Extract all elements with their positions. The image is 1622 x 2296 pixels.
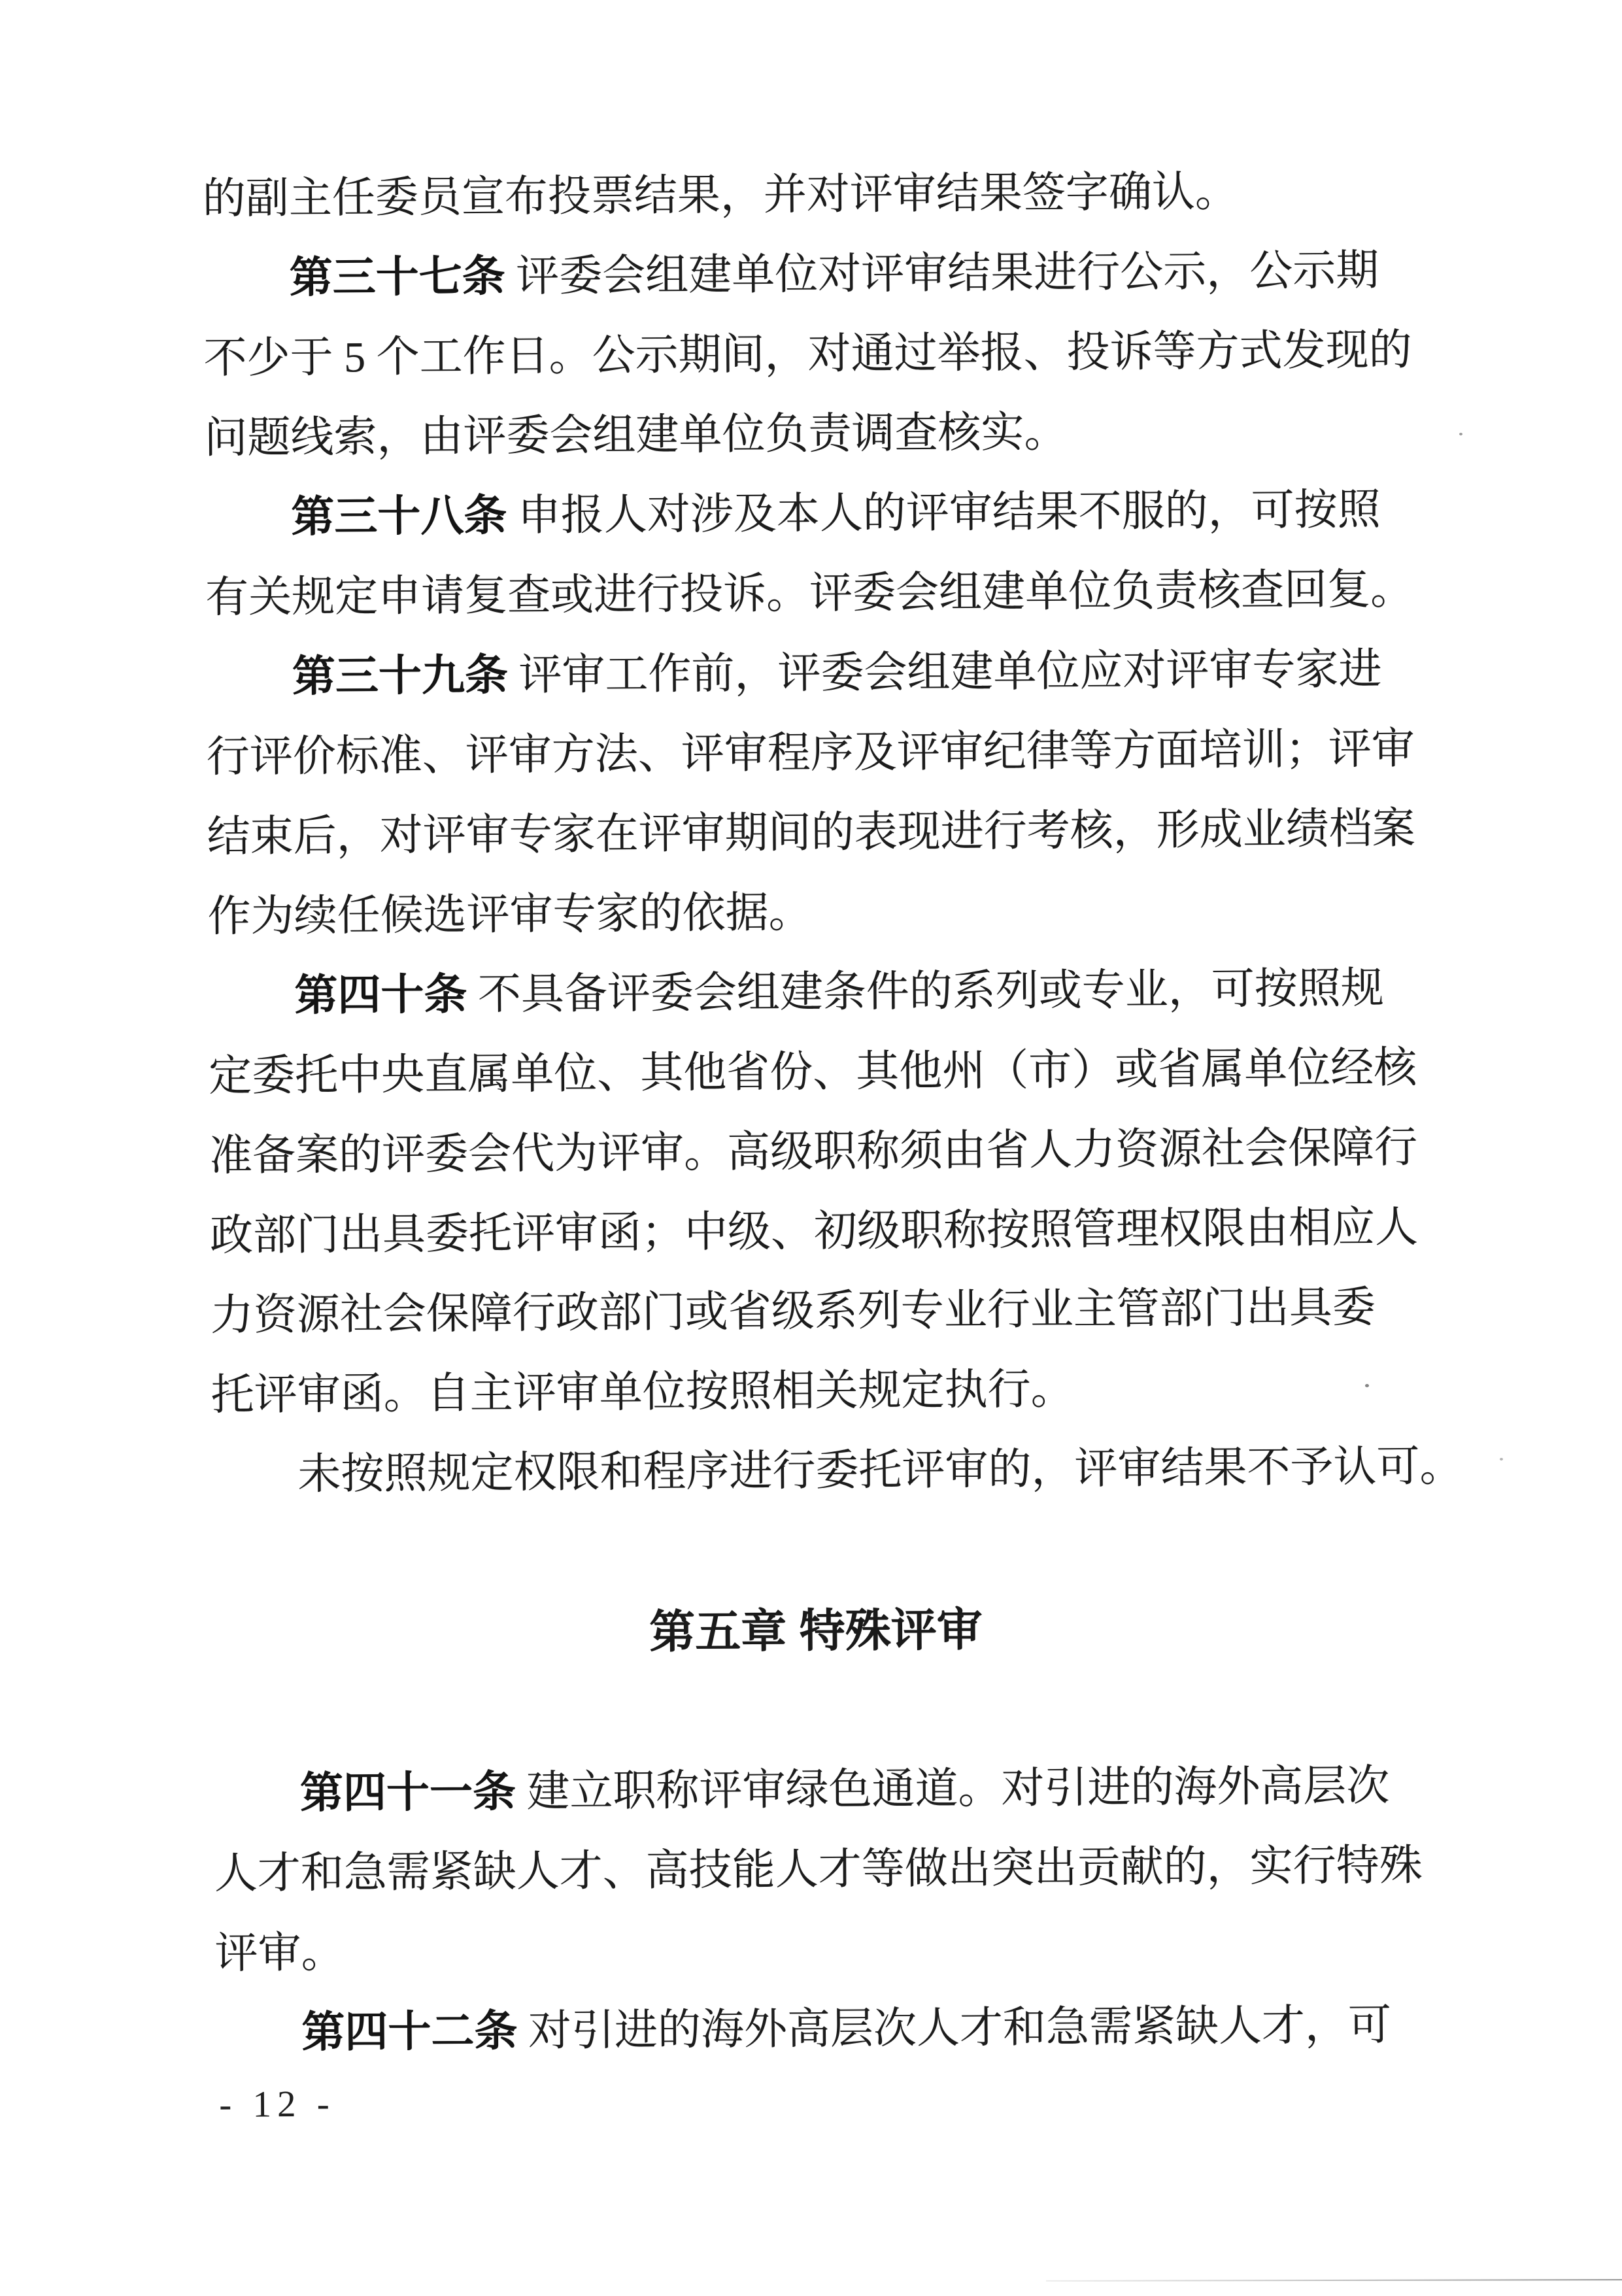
article-number: 第三十七条	[289, 251, 505, 302]
body-text: 未按照规定权限和程序进行委托评审的，评审结果不予认可。	[297, 1442, 1463, 1499]
body-line	[291, 483, 1381, 543]
article-number: 第三十八条	[291, 490, 507, 541]
body-text: 不具备评委会组建条件的系列或专业，可按照规	[467, 964, 1385, 1019]
body-text: 有关规定申请复查或进行投诉。评委会组建单位负责核查回复。	[205, 566, 1414, 622]
article-number: 第四十条	[294, 970, 467, 1020]
body-text: 托评审函。自主评审单位按照相关规定执行。	[211, 1365, 1074, 1419]
scan-speck	[1365, 1384, 1369, 1387]
body-text: 作为续任候选评审专家的依据。	[207, 888, 812, 941]
scan-speck	[1459, 433, 1462, 435]
body-text: 力资源社会保障行政部门或省级系列专业行业主管部门出具委	[210, 1283, 1376, 1340]
page-number: - 12 -	[219, 2083, 335, 2125]
body-line	[209, 1041, 1417, 1102]
body-text: 评委会组建单位对评审结果进行公示，公示期	[505, 246, 1379, 301]
body-line	[289, 244, 1379, 304]
body-line	[207, 722, 1415, 783]
body-line	[207, 886, 812, 943]
body-line	[207, 802, 1415, 863]
body-text: 准备案的评委会代为评审。高级职称须由省人力资源社会保障行	[209, 1124, 1418, 1180]
body-line	[214, 1927, 345, 1980]
article-number: 第三十九条	[292, 650, 509, 701]
body-line	[205, 563, 1414, 624]
body-text: 定委托中央直属单位、其他省份、其他州（市）或省属单位经核	[209, 1044, 1417, 1101]
body-line	[211, 1363, 1074, 1421]
body-text: 问题线索，由评委会组建单位负责调查核实。	[204, 408, 1068, 463]
body-text: 不少于 5 个工作日。公示期间，对通过举报、投诉等方式发现的	[203, 326, 1412, 383]
body-text: 行评价标准、评审方法、评审程序及评审纪律等方面培训；评审	[206, 725, 1415, 782]
body-text: 政部门出具委托评审函；中级、初级职称按照管理权限由相应人	[209, 1204, 1419, 1260]
body-line	[210, 1201, 1419, 1262]
body-text: 结束后，对评审专家在评审期间的表现进行考核，形成业绩档案	[207, 805, 1415, 862]
body-line	[301, 1999, 1391, 2059]
body-text: 的副主任委员宣布投票结果，并对评审结果签字确认。	[202, 167, 1239, 224]
article-number: 第四十二条	[301, 2006, 518, 2057]
body-line	[203, 324, 1412, 384]
body-line	[204, 406, 1068, 464]
body-line	[300, 1759, 1390, 1819]
article-number: 第四十一条	[299, 1766, 516, 1817]
body-text: 评审工作前，评委会组建单位应对评审专家进	[507, 645, 1382, 700]
body-line	[209, 1121, 1418, 1182]
body-text: 申报人对涉及本人的评审结果不服的，可按照	[507, 486, 1381, 540]
body-text: 评审。	[214, 1929, 345, 1978]
chapter-heading: 第五章 特殊评审	[649, 1604, 983, 1658]
body-line	[203, 165, 1239, 225]
scan-speck	[1500, 1458, 1503, 1460]
body-line	[297, 1440, 1463, 1500]
body-text: 建立职称评审绿色通道。对引进的海外高层次	[515, 1762, 1390, 1816]
body-text: 对引进的海外高层次人才和急需紧缺人才，可	[517, 2001, 1392, 2055]
body-text: 人才和急需紧缺人才、高技能人才等做出突出贡献的，实行特殊	[214, 1842, 1423, 1898]
body-line	[211, 1281, 1376, 1342]
body-line	[292, 643, 1382, 703]
body-line	[294, 962, 1384, 1022]
body-line	[214, 1839, 1423, 1900]
